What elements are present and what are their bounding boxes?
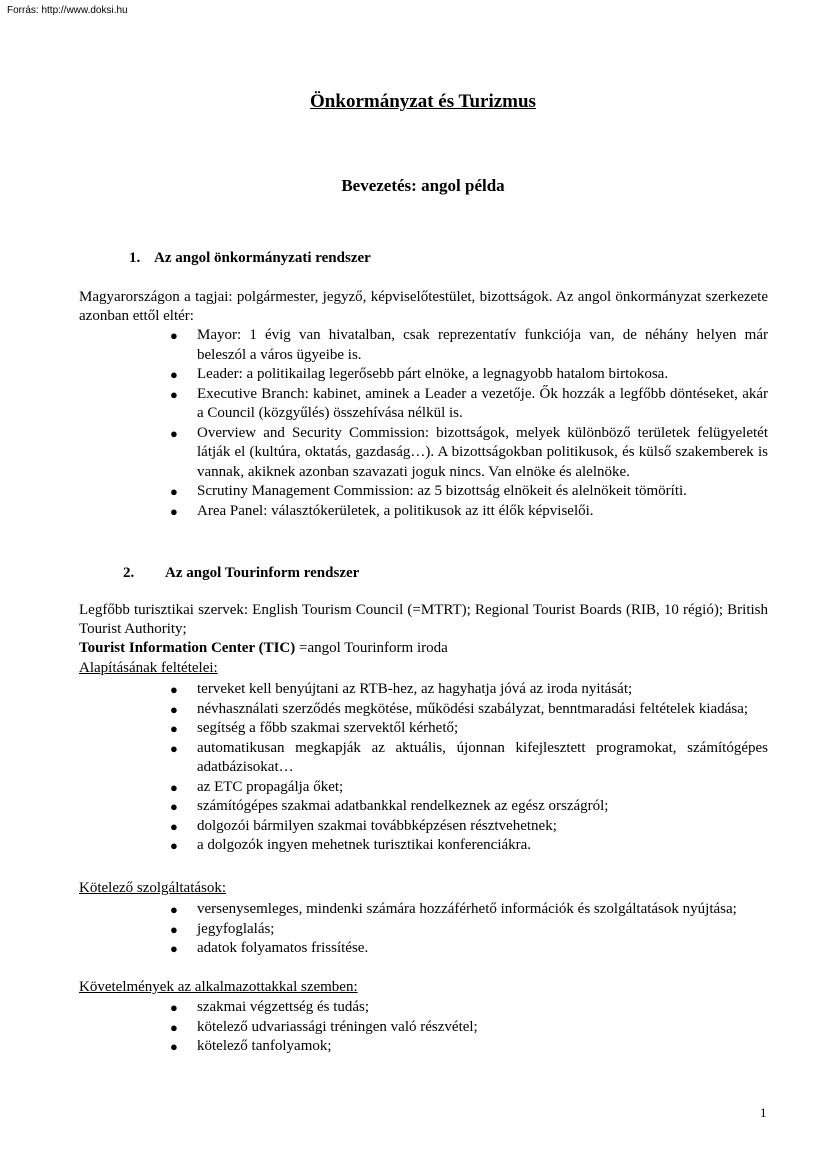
bullet-icon: ●: [170, 1000, 178, 1015]
list-item: [167, 385, 768, 424]
list-item-text: kötelező tanfolyamok;: [197, 1038, 332, 1054]
list-item-text: segítség a főbb szakmai szervektől kérhető;: [197, 720, 459, 736]
list-item: [167, 680, 768, 700]
list-item: [167, 939, 768, 959]
bullet-icon: ●: [170, 1019, 178, 1035]
list-item-text: a dolgozók ingyen mehetnek turisztikai konferenciákra.: [197, 837, 532, 853]
list-item: [167, 502, 768, 522]
bullet-icon: ●: [170, 799, 178, 814]
list-item-text: Executive Branch: kabinet, aminek a Leader a vezetője. Ők hozzák a legfőbb döntéseket, akár a Council (közgyűlés) összehívása nélkül is.: [197, 385, 768, 421]
requirements-list: [167, 998, 768, 1057]
source-note: Forrás: http://www.doksi.hu: [7, 5, 128, 16]
list-item-text: Mayor: 1 évig van hivatalban, csak reprezentatív funkciója van, de néhány helyen már beleszól a város ügyeibe is.: [197, 327, 768, 363]
list-item: [167, 817, 768, 837]
bullet-icon: ●: [170, 721, 178, 736]
section-1-intro: Magyarországon a tagjai: polgármester, jegyző, képviselőtestület, bizottságok. Az angol önkormányzat szerkezete azonban ettől eltér:: [79, 289, 768, 324]
section-1-number: 1.: [129, 250, 141, 266]
bullet-icon: ●: [170, 1039, 178, 1054]
section-2-intro-text: Legfőbb turisztikai szervek: English Tourism Council (=MTRT); Regional Tourist Boards (RIB, 10 régió); British Tourist Authority;: [79, 602, 768, 637]
list-item: [167, 326, 768, 365]
bullet-icon: ●: [170, 902, 178, 917]
list-item: [167, 998, 768, 1018]
requirements-label: Követelmények az alkalmazottakkal szemben:: [79, 979, 358, 995]
bullet-icon: ●: [170, 941, 178, 956]
list-item: [167, 424, 768, 483]
bullet-icon: ●: [170, 425, 178, 441]
list-item-text: versenysemleges, mindenki számára hozzáférhető információk és szolgáltatások nyújtása;: [197, 901, 737, 917]
list-item-text: számítógépes szakmai adatbankkal rendelkeznek az egész országról;: [197, 798, 609, 814]
bullet-icon: ●: [170, 386, 178, 402]
bullet-icon: ●: [170, 921, 178, 937]
section-2-heading: [123, 565, 359, 582]
list-item: [167, 778, 768, 798]
page-number: 1: [760, 1105, 767, 1120]
section-1-list: [167, 326, 768, 521]
document-title: Önkormányzat és Turizmus: [310, 91, 536, 112]
conditions-label: Alapításának feltételei:: [79, 660, 218, 676]
bullet-icon: ●: [170, 838, 178, 853]
list-item-text: Scrutiny Management Commission: az 5 bizottság elnökeit és alelnökeit tömöríti.: [197, 483, 687, 499]
list-item: [167, 797, 768, 817]
tic-line: [79, 639, 768, 658]
list-item: [167, 739, 768, 778]
bullet-icon: ●: [170, 818, 178, 834]
list-item-text: szakmai végzettség és tudás;: [197, 999, 370, 1015]
bullet-icon: ●: [170, 701, 178, 717]
list-item-text: terveket kell benyújtani az RTB-hez, az hagyhatja jóvá az iroda nyitását;: [197, 681, 633, 697]
services-label: Kötelező szolgáltatások:: [79, 880, 227, 896]
list-item-text: dolgozói bármilyen szakmai továbbképzésen résztvehetnek;: [197, 817, 557, 834]
list-item-text: kötelező udvariassági tréningen való részvétel;: [197, 1018, 478, 1035]
section-1-heading: [129, 250, 371, 267]
section-2-intro: [79, 601, 768, 658]
bullet-icon: ●: [170, 740, 178, 756]
section-1-heading-text: Az angol önkormányzati rendszer: [154, 250, 371, 266]
list-item-text: adatok folyamatos frissítése.: [197, 940, 369, 956]
list-item: [167, 365, 768, 385]
bullet-icon: ●: [170, 367, 178, 382]
tic-name: Tourist Information Center (TIC): [79, 640, 296, 656]
bullet-icon: ●: [170, 484, 178, 499]
tic-description: =angol Tourinform iroda: [295, 640, 448, 656]
list-item: [167, 920, 768, 940]
conditions-list: [167, 680, 768, 856]
bullet-icon: ●: [170, 682, 178, 697]
section-2-number: 2.: [123, 565, 135, 581]
list-item-text: az ETC propagálja őket;: [197, 778, 344, 795]
list-item-text: Overview and Security Commission: bizottságok, melyek különböző területek felügyeletét látják el (kultúra, oktatás, gazdaság…). A bizottságokban politikusok, és külső szakemberek is vannak, akiknek azonban szavazati joguk nincs. Van elnöke és alelnöke.: [197, 424, 768, 480]
bullet-icon: ●: [170, 779, 178, 795]
list-item: [167, 1018, 768, 1038]
list-item-text: jegyfoglalás;: [197, 920, 275, 937]
list-item: [167, 482, 768, 502]
document-subtitle: Bevezetés: angol példa: [341, 176, 505, 195]
list-item-text: Leader: a politikailag legerősebb párt elnöke, a legnagyobb hatalom birtokosa.: [197, 366, 669, 382]
bullet-icon: ●: [170, 503, 178, 519]
list-item-text: névhasználati szerződés megkötése, működési szabályzat, benntmaradási feltételek kiadása;: [197, 700, 749, 717]
list-item: [167, 719, 768, 739]
list-item: [167, 900, 768, 920]
list-item: [167, 836, 768, 856]
list-item: [167, 700, 768, 720]
bullet-icon: ●: [170, 328, 178, 343]
list-item-text: Area Panel: választókerületek, a politikusok az itt élők képviselői.: [197, 502, 594, 519]
list-item-text: automatikusan megkapják az aktuális, újonnan kifejlesztett programokat, számítógépes adatbázisokat…: [197, 739, 768, 775]
list-item: [167, 1037, 768, 1057]
services-list: [167, 900, 768, 959]
section-2-heading-text: Az angol Tourinform rendszer: [165, 565, 360, 581]
